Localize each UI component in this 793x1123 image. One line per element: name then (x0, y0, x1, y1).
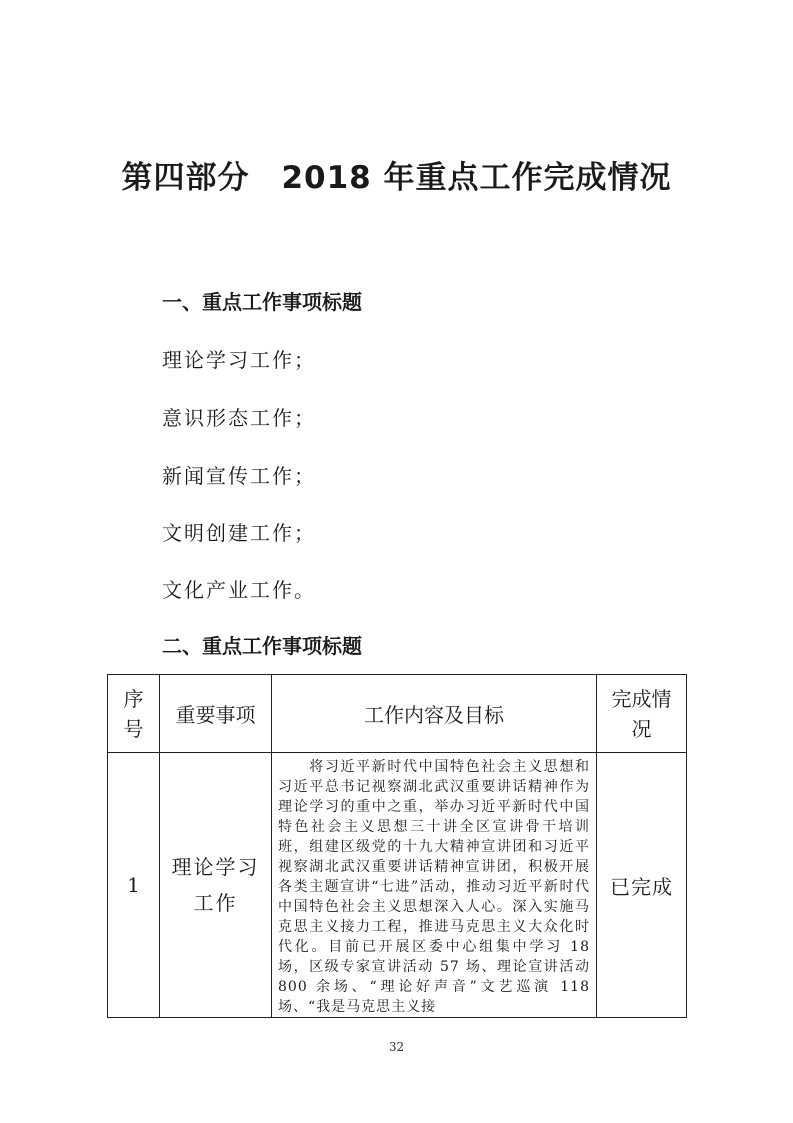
topic-item: 理论学习工作； (162, 348, 316, 372)
header-status: 完成情 况 (597, 675, 687, 753)
page-number: 32 (388, 1040, 405, 1054)
row-item: 理论学习 工作 (160, 753, 272, 1018)
section-heading-1: 一、重点工作事项标题 (162, 290, 362, 314)
topic-item: 文明创建工作； (162, 521, 316, 545)
table-row (108, 753, 687, 1018)
topic-item: 文化产业工作。 (162, 578, 316, 602)
table-header-row (108, 675, 687, 753)
tasks-table (107, 674, 687, 1018)
topic-item: 意识形态工作； (162, 406, 316, 430)
topic-item: 新闻宣传工作； (162, 464, 316, 488)
row-content: 将习近平新时代中国特色社会主义思想和习近平总书记视察湖北武汉重要讲话精神作为理论学习的重中之重，举办习近平新时代中国特色社会主义思想三十讲全区宣讲骨干培训班，组建区级党的十九大精神宣讲团和习近平视察湖北武汉重要讲话精神宣讲团，积极开展各类主题宣讲“七进”活动，推动习近平新时代中国特色社会主义思想深入人心。深入实施马克思主义接力工程，推进马克思主义大众化时代化。目前已开展区委中心组集中学习 18 场，区级专家宣讲活动 57 场、理论宣讲活动 800 余场、“理论好声音”文艺巡演 118 场、“我是马克思主义接 (272, 753, 597, 1018)
header-seq: 序 号 (108, 675, 160, 753)
header-content: 工作内容及目标 (272, 675, 597, 753)
header-item: 重要事项 (160, 675, 272, 753)
row-seq: 1 (108, 753, 160, 1018)
page-title: 第四部分 2018 年重点工作完成情况 (121, 160, 672, 196)
section-heading-2: 二、重点工作事项标题 (162, 634, 362, 658)
row-status: 已完成 (597, 753, 687, 1018)
